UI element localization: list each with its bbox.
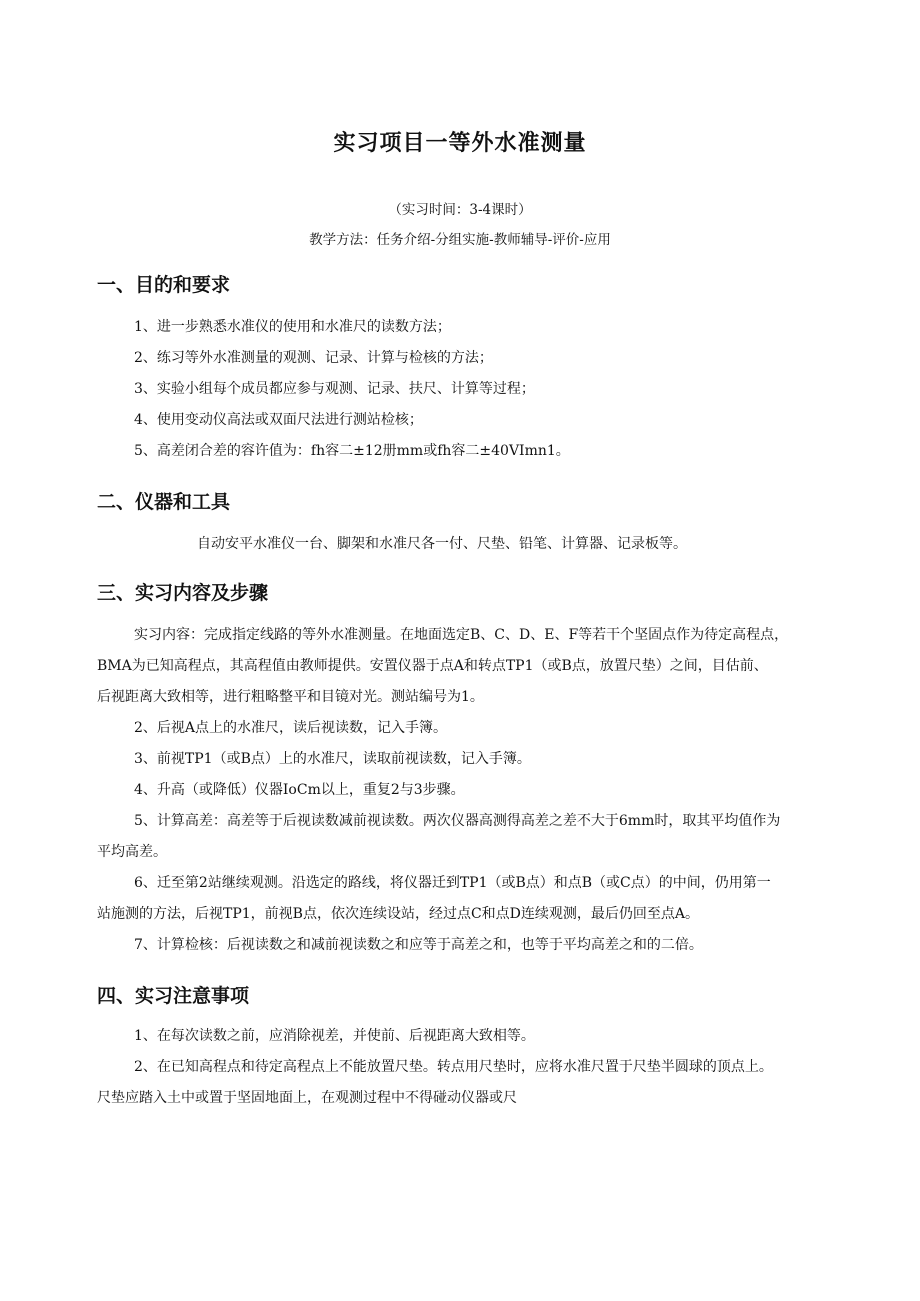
list-item: 2、在已知高程点和待定高程点上不能放置尺垫。转点用尺垫时，应将水准尺置于尺垫半圆球的顶点上。 [134, 1059, 773, 1075]
list-item: 1、进一步熟悉水准仪的使用和水准尺的读数方法； [134, 319, 451, 335]
instrument-list: 自动安平水准仪一台、脚架和水准尺各一付、尺垫、铅笔、计算器、记录板等。 [197, 536, 687, 552]
section-heading-objectives: 一、目的和要求 [97, 274, 231, 296]
paragraph-line: BMA为已知高程点，其高程值由教师提供。安置仪器于点A和转点TP1（或B点，放置尺垫）之间，目估前、 [97, 658, 768, 674]
list-item: 5、计算高差：高差等于后视读数减前视读数。两次仪器高测得高差之差不大于6mm时，取其平均值作为 [134, 813, 781, 829]
practice-time-note: （实习时间：3-4课时） [388, 202, 532, 218]
paragraph-line: 平均高差。 [97, 844, 167, 860]
list-item: 2、练习等外水准测量的观测、记录、计算与检核的方法； [134, 350, 493, 366]
page-title: 实习项目一等外水准测量 [333, 131, 587, 156]
list-item: 2、后视A点上的水准尺，读后视读数，记入手簿。 [134, 720, 448, 736]
paragraph-line: 站施测的方法，后视TP1，前视B点，依次连续设站，经过点C和点D连续观测，最后仍回至点A。 [97, 906, 699, 922]
paragraph-line: 实习内容：完成指定线路的等外水准测量。在地面选定B、C、D、E、F等若干个坚固点作为待定高程点， [134, 627, 789, 643]
list-item: 1、在每次读数之前，应消除视差，并使前、后视距离大致相等。 [134, 1028, 535, 1044]
section-heading-precautions: 四、实习注意事项 [97, 985, 250, 1007]
list-item: 4、升高（或降低）仪器IoCm以上，重复2与3步骤。 [134, 782, 465, 798]
paragraph-line: 尺垫应踏入土中或置于坚固地面上，在观测过程中不得碰动仪器或尺 [97, 1090, 517, 1106]
list-item: 6、迁至第2站继续观测。沿选定的路线，将仪器迁到TP1（或B点）和点B（或C点）的中间，仍用第一 [134, 875, 771, 891]
teaching-method-note: 教学方法：任务介绍-分组实施-教师辅导-评价-应用 [309, 232, 611, 248]
list-item: 5、高差闭合差的容许值为：fh容二±12册mm或fh容二±40VImn1。 [134, 443, 570, 459]
section-heading-instruments: 二、仪器和工具 [97, 491, 231, 513]
list-item: 3、前视TP1（或B点）上的水准尺，读取前视读数，记入手簿。 [134, 751, 531, 767]
list-item: 7、计算检核：后视读数之和减前视读数之和应等于高差之和，也等于平均高差之和的二倍。 [134, 937, 703, 953]
list-item: 4、使用变动仪高法或双面尺法进行测站检核； [134, 412, 423, 428]
paragraph-line: 后视距离大致相等，进行粗略整平和目镜对光。测站编号为1。 [97, 689, 484, 705]
section-heading-content-steps: 三、实习内容及步骤 [97, 582, 269, 604]
list-item: 3、实验小组每个成员都应参与观测、记录、扶尺、计算等过程； [134, 381, 535, 397]
